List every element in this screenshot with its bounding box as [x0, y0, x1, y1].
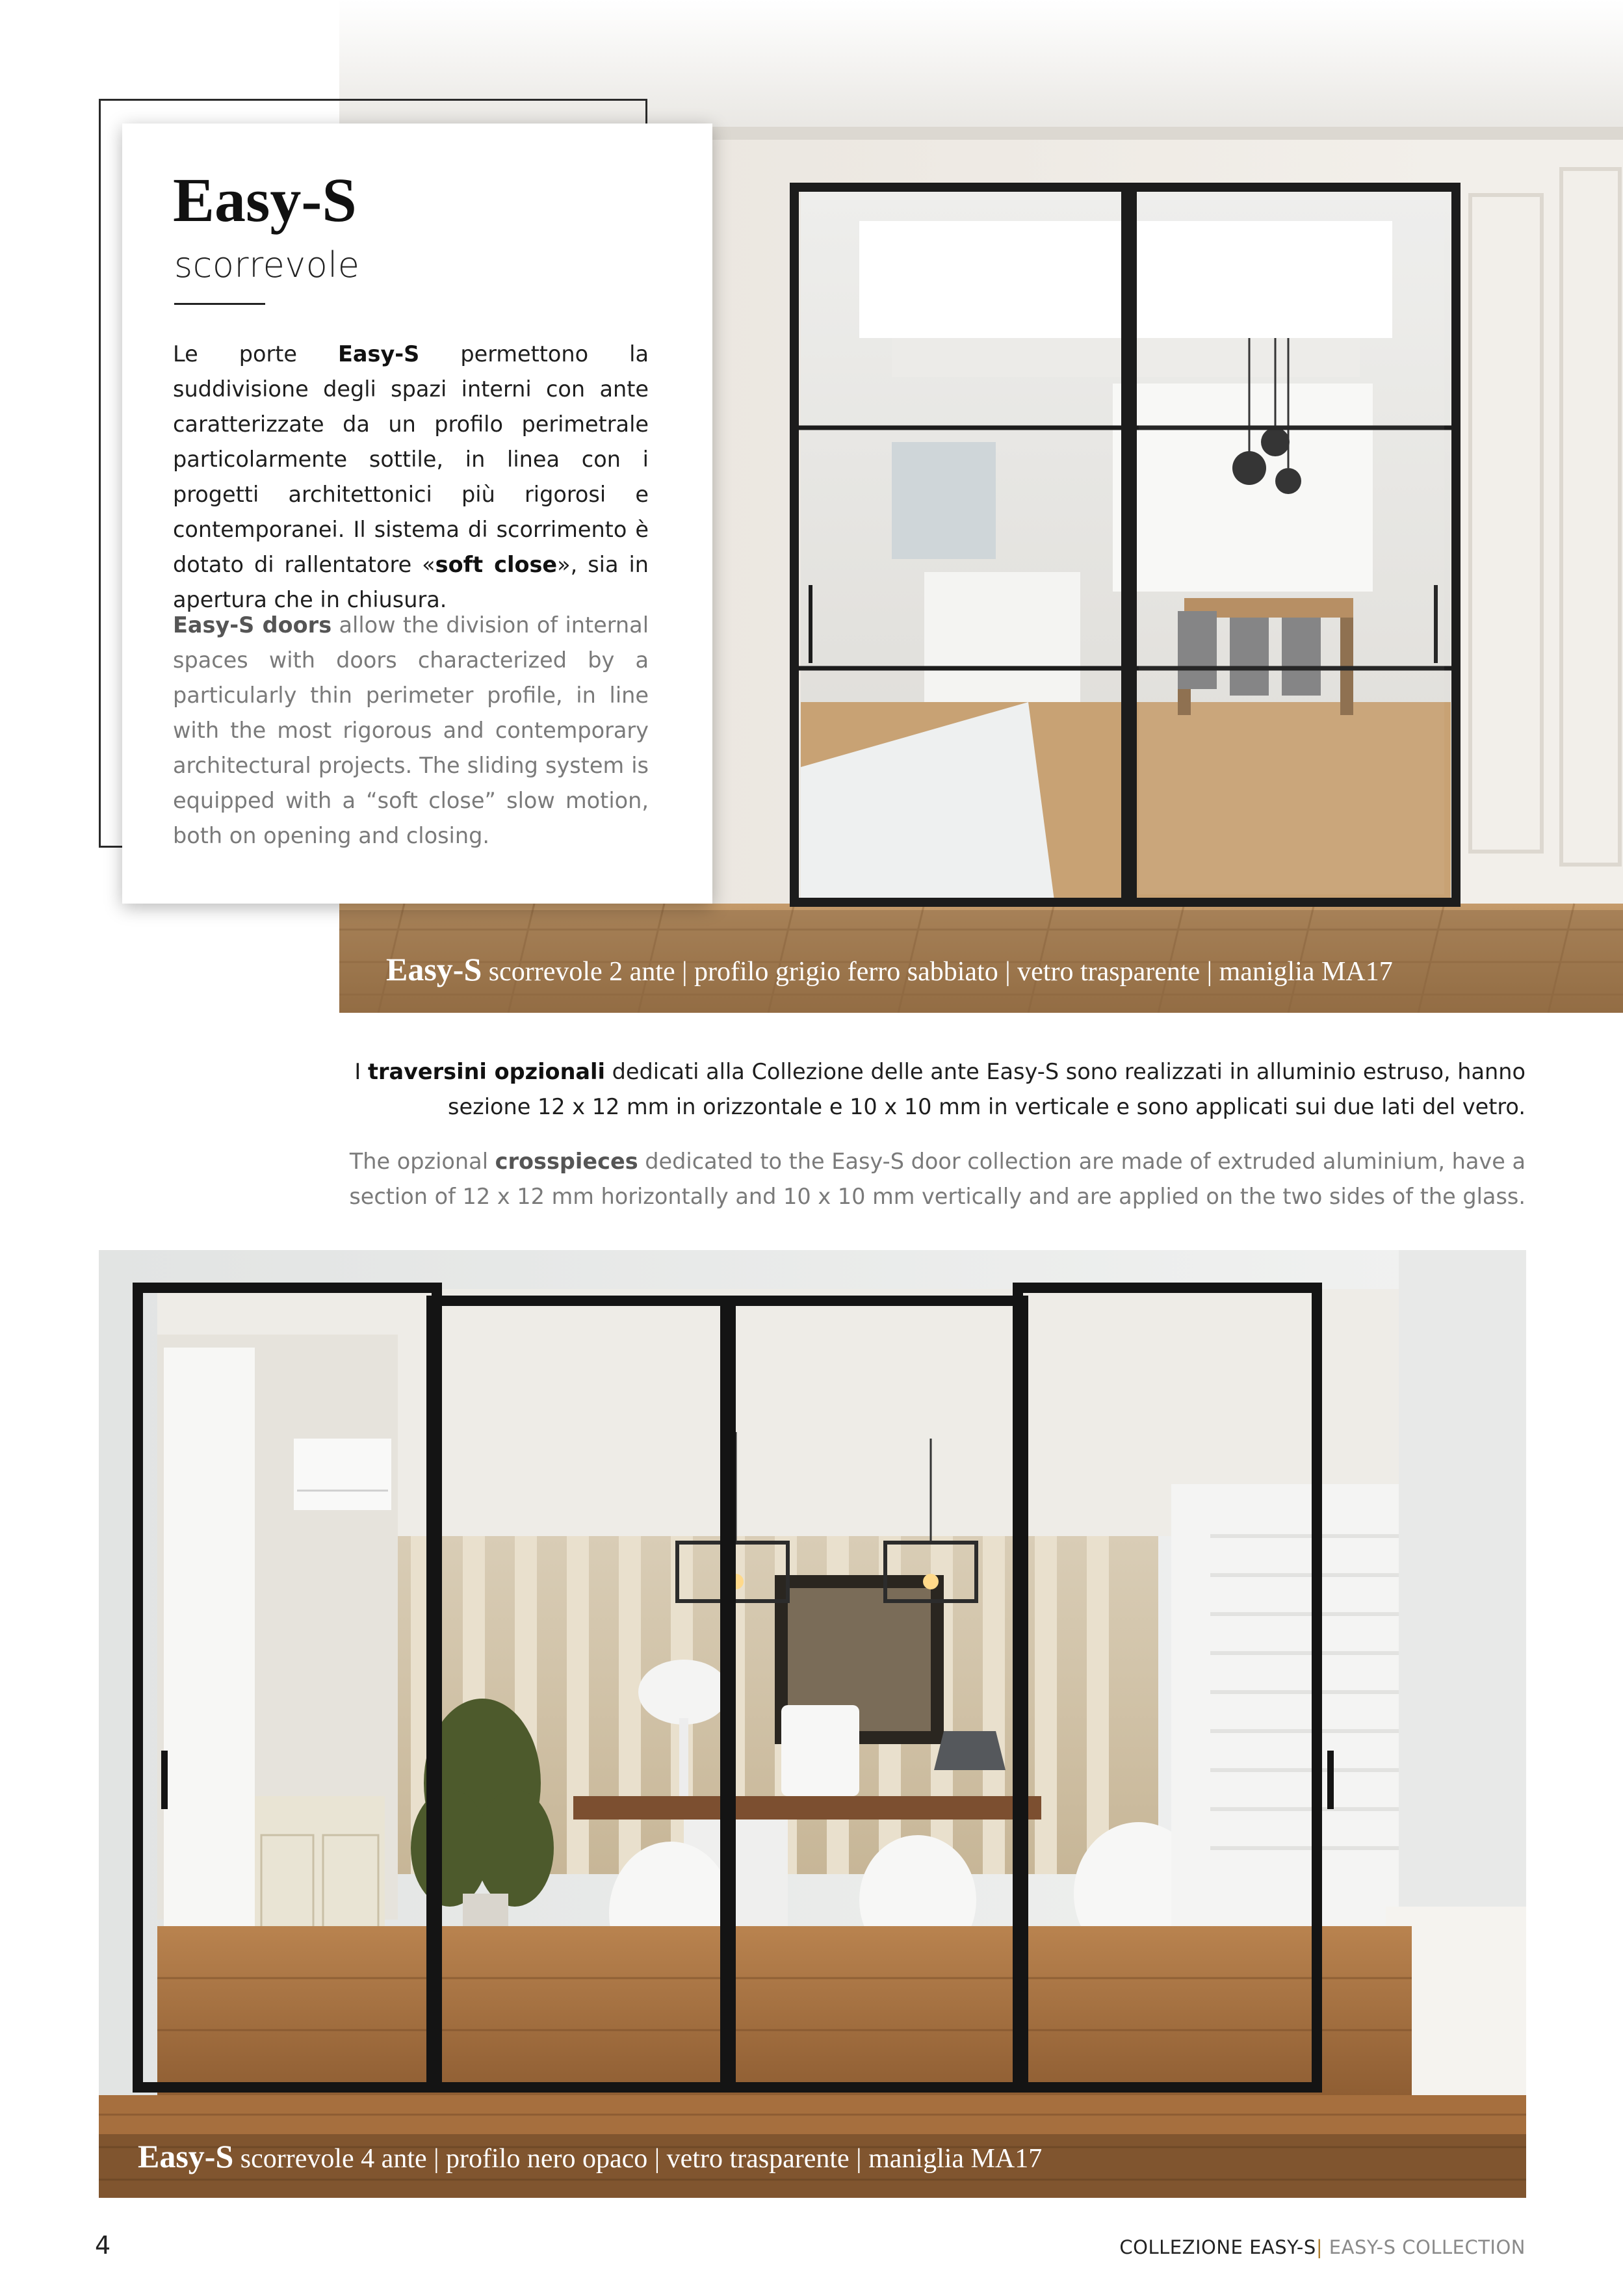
footer-separator: | [1316, 2236, 1323, 2258]
title-divider [174, 303, 265, 305]
crosspieces-it-bold: traversini opzionali [367, 1059, 605, 1084]
footer-collection-en: EASY-S COLLECTION [1323, 2236, 1526, 2258]
intro-card [122, 124, 712, 904]
bottom-caption-product: Easy-S [138, 2138, 234, 2174]
footer-collection-it: COLLEZIONE EASY-S [1119, 2236, 1316, 2258]
bottom-door-photo [99, 1250, 1526, 2198]
bottom-photo-illustration [99, 1250, 1526, 2198]
top-caption-details: scorrevole 2 ante | profilo grigio ferro sabbiato | vetro trasparente | maniglia MA17 [482, 957, 1393, 987]
crosspieces-en-bold: crosspieces [495, 1149, 638, 1174]
intro-en-text-1: allow the division of internal spaces with doors characterized by a particularly thin perimeter profile, in line with the most rigorous and contemporary architectural projects. The sliding system is equipped with a “soft close” slow motion, both on opening and closing. [173, 612, 649, 848]
bottom-photo-caption [138, 2137, 1042, 2175]
crosspieces-paragraph-it [291, 1054, 1526, 1125]
crosspieces-it-text-1: I [354, 1059, 368, 1084]
crosspieces-it-text-2: dedicati alla Collezione delle ante Easy-S sono realizzati in alluminio estruso, hanno sezione 12 x 12 mm in orizzontale e 10 x 10 mm in verticale e sono applicati sui due lati del vetro. [448, 1059, 1526, 1119]
crosspieces-paragraph-en [291, 1144, 1526, 1214]
intro-en-bold-1: Easy-S doors [173, 612, 332, 638]
intro-paragraph-en [173, 608, 649, 854]
intro-it-bold-2: soft close [435, 552, 558, 577]
intro-it-bold-1: Easy-S [338, 341, 420, 367]
crosspieces-en-text-1: The opzional [349, 1149, 495, 1174]
intro-it-text-1: Le porte [173, 341, 339, 367]
page-title: Easy-S [173, 165, 357, 235]
page-subtitle: scorrevole [174, 244, 360, 285]
intro-paragraph-it [173, 337, 649, 618]
collection-footer [1119, 2236, 1526, 2258]
intro-it-text-2: permettono la suddivisione degli spazi interni con ante caratterizzate da un profilo perimetrale particolarmente sottile, in linea con i progetti architettonici più rigorosi e contemporanei. Il sistema di scorrimento è dotato di rallentatore « [173, 341, 649, 577]
page-number: 4 [95, 2231, 111, 2260]
crosspieces-en-text-2: dedicated to the Easy-S door collection are made of extruded aluminium, have a section of 12 x 12 mm horizontally and 10 x 10 mm vertically and are applied on the two sides of the glass. [349, 1149, 1526, 1209]
bottom-caption-details: scorrevole 4 ante | profilo nero opaco | vetro trasparente | maniglia MA17 [233, 2144, 1043, 2174]
top-caption-product: Easy-S [386, 951, 482, 987]
intro-it-text-3: », sia in apertura che in chiusura. [173, 552, 649, 612]
top-photo-caption [386, 950, 1393, 988]
